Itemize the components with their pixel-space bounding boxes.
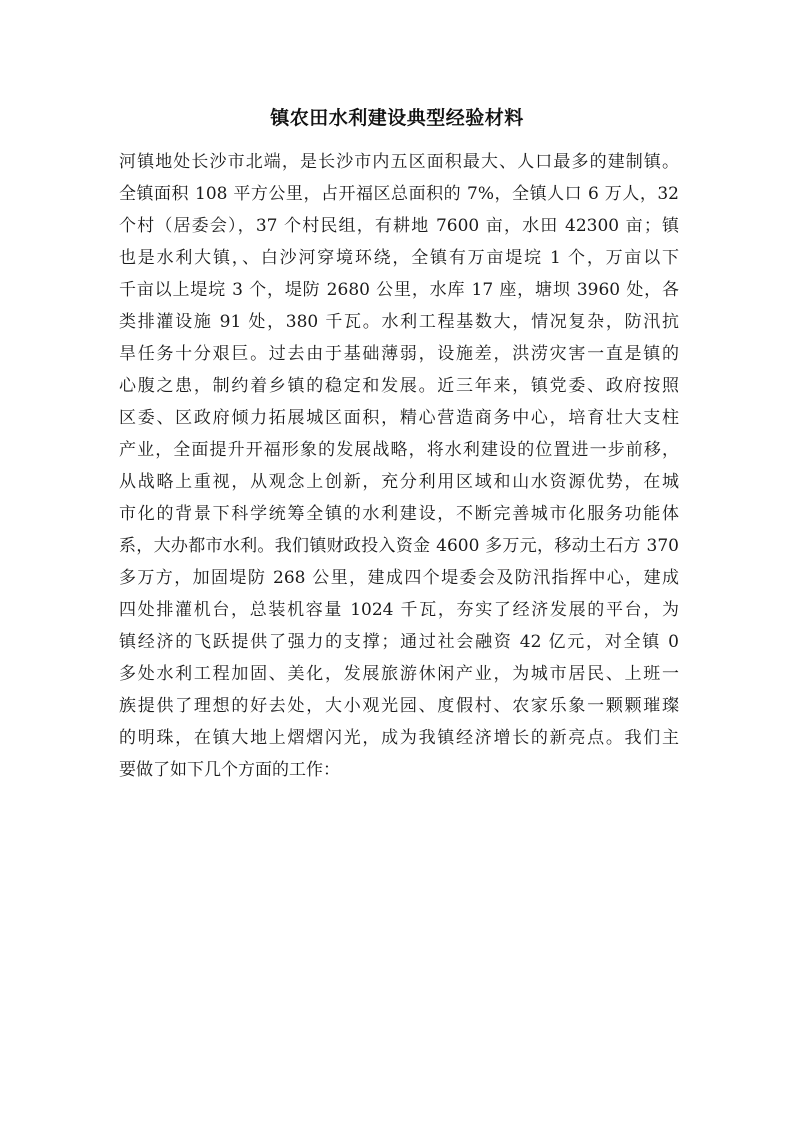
body-line: 河镇地处长沙市北端，是长沙市内五区面积最大、人口最多的建制镇。 [119, 152, 679, 172]
body-line-last: 要做了如下几个方面的工作： [119, 760, 340, 780]
body-line: 从战略上重视，从观念上创新，充分利用区域和山水资源优势，在城 [119, 472, 679, 492]
body-line: 也是水利大镇，、白沙河穿境环绕，全镇有万亩堤垸 1 个，万亩以下 [119, 248, 679, 268]
body-line: 族提供了理想的好去处，大小观光园、度假村、农家乐象一颗颗璀璨 [119, 696, 679, 716]
body-line: 的明珠，在镇大地上熠熠闪光，成为我镇经济增长的新亮点。我们主 [119, 728, 679, 748]
body-line: 心腹之患，制约着乡镇的稳定和发展。近三年来，镇党委、政府按照 [119, 376, 679, 396]
body-line: 产业，全面提升开福形象的发展战略，将水利建设的位置进一步前移， [119, 440, 679, 460]
body-line: 镇经济的飞跃提供了强力的支撑；通过社会融资 42 亿元，对全镇 0 [119, 632, 679, 652]
document-body [119, 146, 679, 786]
body-line: 类排灌设施 91 处，380 千瓦。水利工程基数大，情况复杂，防汛抗 [119, 312, 679, 332]
body-line: 四处排灌机台，总装机容量 1024 千瓦，夯实了经济发展的平台，为 [119, 600, 679, 620]
body-line: 多处水利工程加固、美化，发展旅游休闲产业，为城市居民、上班一 [119, 664, 679, 684]
document-title: 镇农田水利建设典型经验材料 [270, 107, 524, 129]
body-line: 系，大办都市水利。我们镇财政投入资金 4600 多万元，移动土石方 370 [119, 536, 679, 556]
body-line: 区委、区政府倾力拓展城区面积，精心营造商务中心，培育壮大支柱 [119, 408, 679, 428]
body-line: 千亩以上堤垸 3 个，堤防 2680 公里，水库 17 座，塘坝 3960 处，各 [119, 280, 679, 300]
body-line: 市化的背景下科学统筹全镇的水利建设，不断完善城市化服务功能体 [119, 504, 679, 524]
body-line: 旱任务十分艰巨。过去由于基础薄弱，设施差，洪涝灾害一直是镇的 [119, 344, 679, 364]
body-line: 全镇面积 108 平方公里，占开福区总面积的 7%，全镇人口 6 万人，32 [119, 184, 679, 204]
body-line: 多万方，加固堤防 268 公里，建成四个堤委会及防汛指挥中心，建成 [119, 568, 679, 588]
body-line: 个村（居委会），37 个村民组，有耕地 7600 亩，水田 42300 亩；镇 [119, 216, 679, 236]
